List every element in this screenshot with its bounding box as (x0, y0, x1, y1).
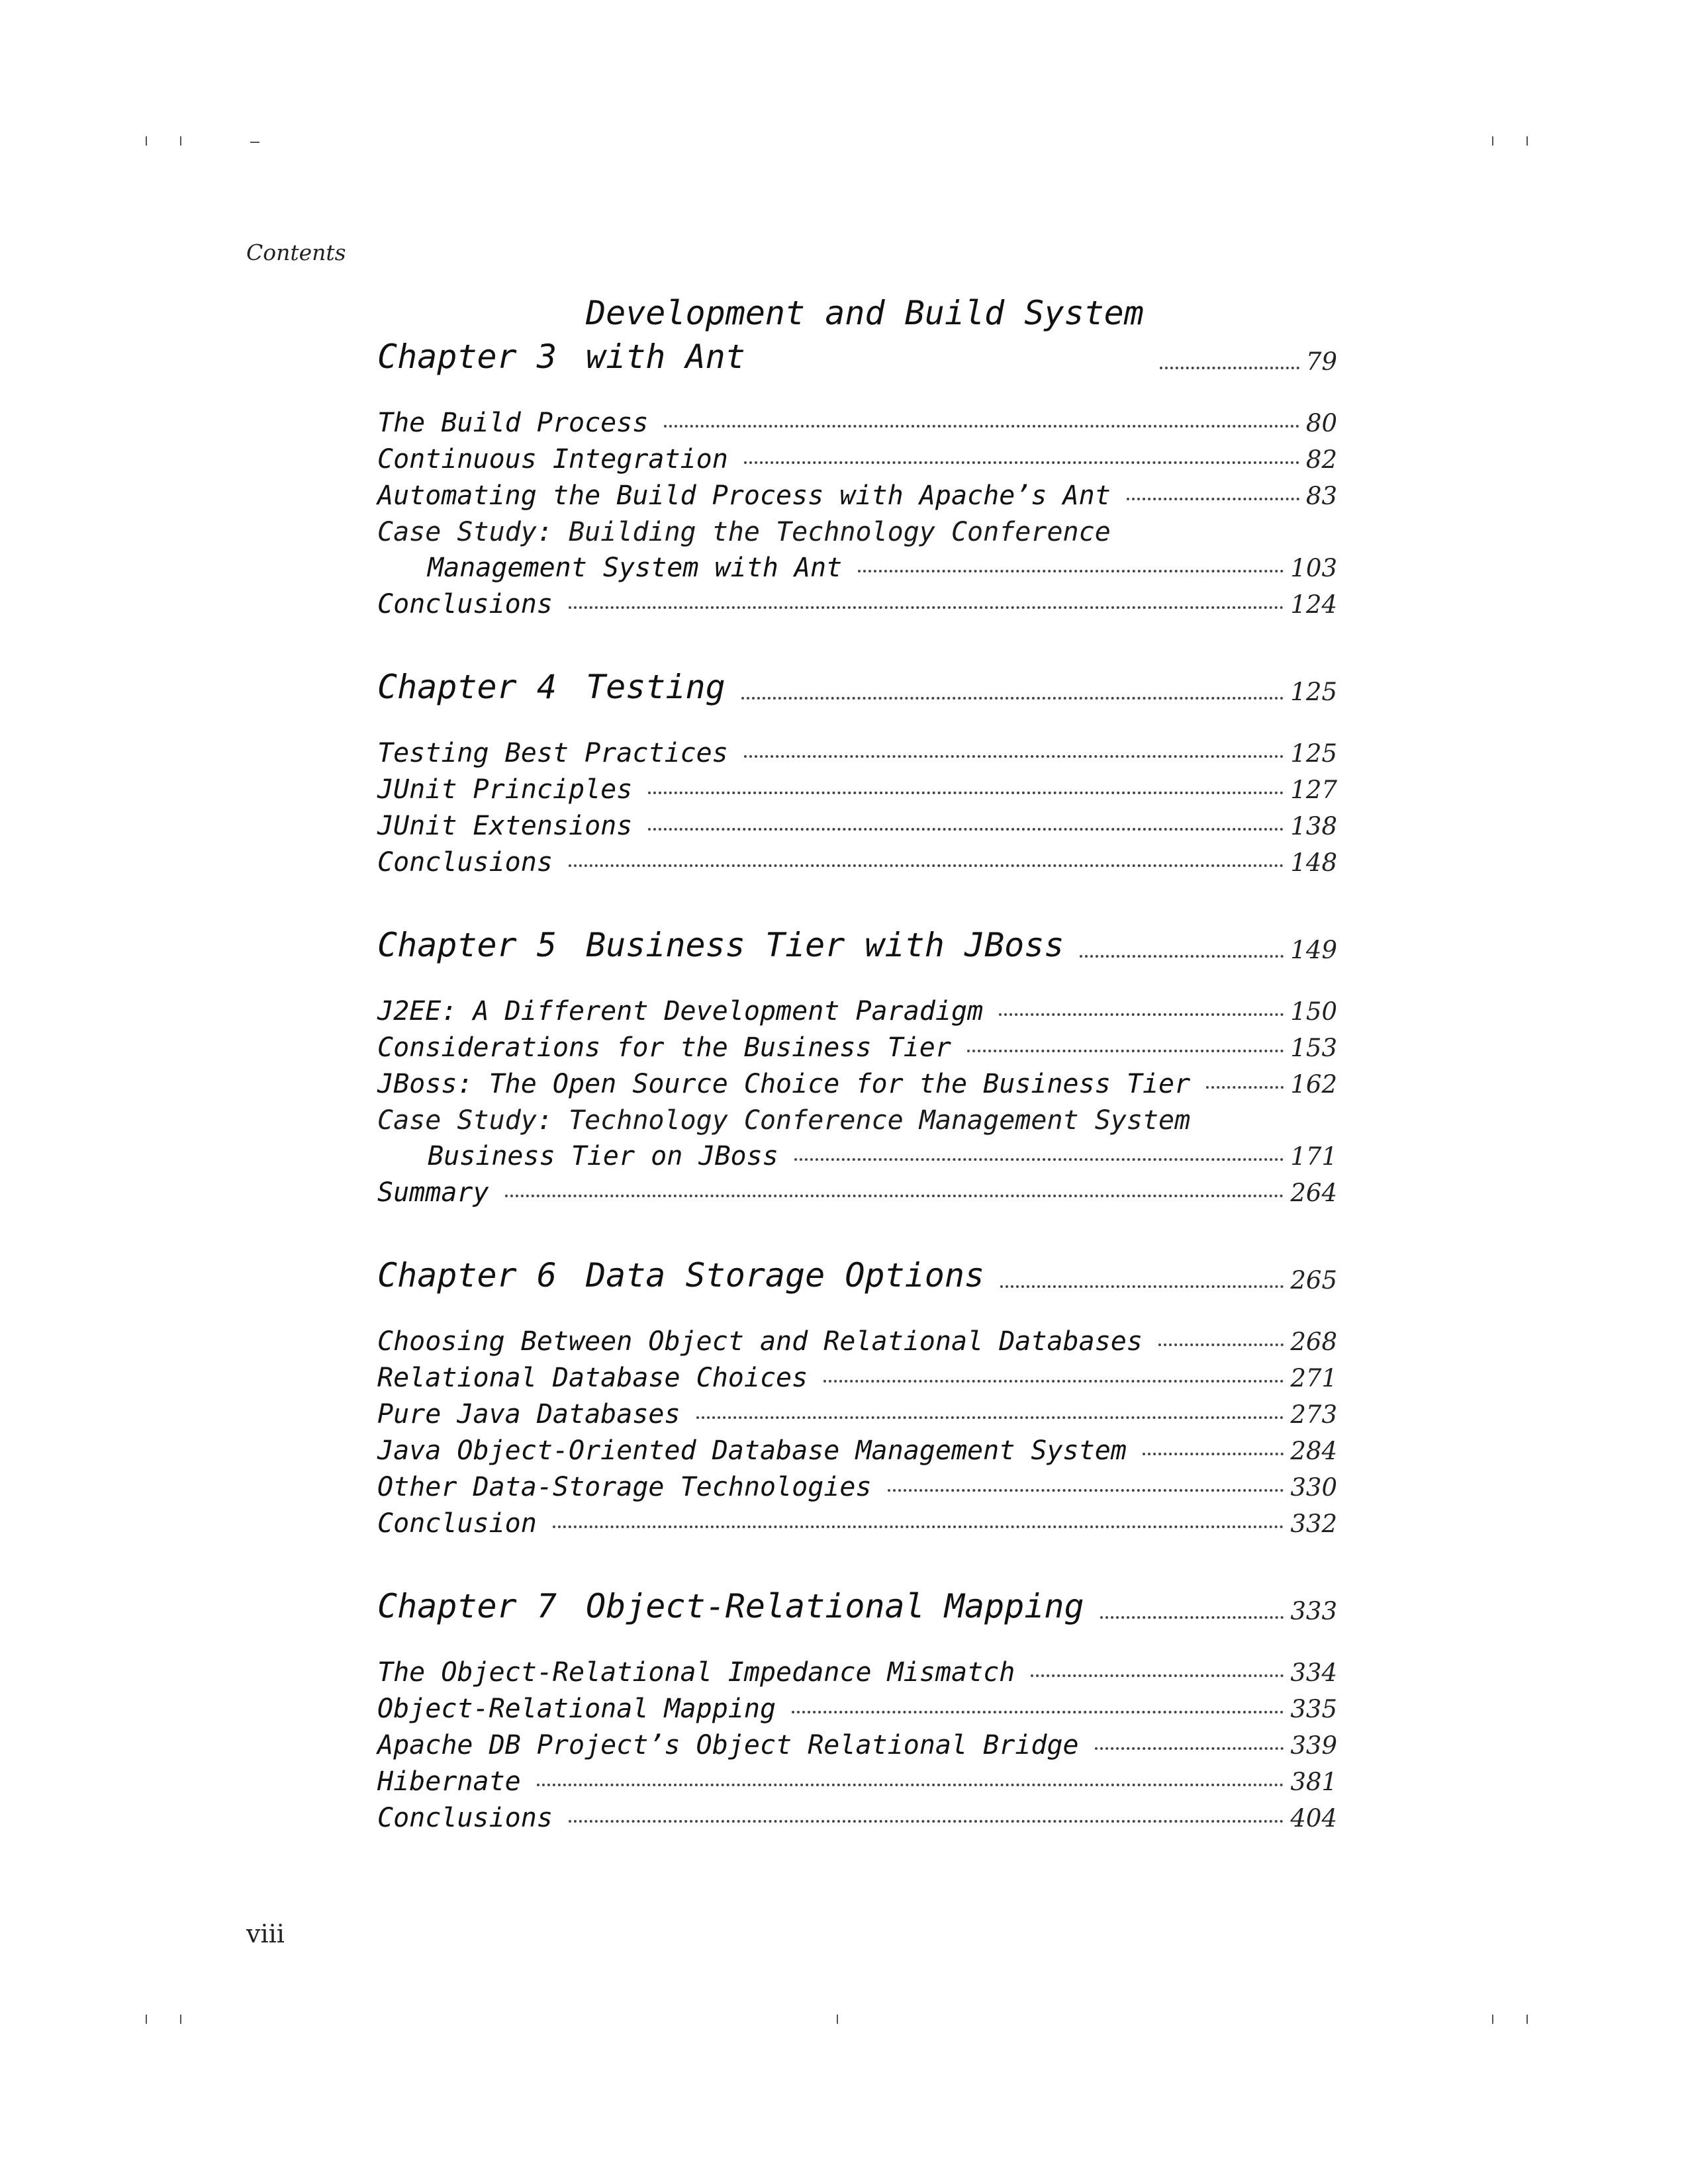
toc-entry-text: JUnit Extensions (377, 811, 633, 841)
toc-entry[interactable] (377, 1764, 1337, 1800)
toc-entry-text: Case Study: Technology Conference Management System (377, 1105, 1191, 1136)
toc-entry-page-number: 148 (1290, 848, 1337, 877)
toc-entry-text: Continuous Integration (377, 444, 728, 475)
toc-entry-page-number: 381 (1290, 1768, 1337, 1796)
dot-leader (858, 570, 1284, 572)
chapter-label: Chapter 5 (377, 926, 557, 964)
toc-entry-page-number: 138 (1290, 812, 1337, 841)
toc-entry-page-number: 330 (1290, 1473, 1337, 1502)
chapter-heading[interactable] (377, 1584, 1337, 1628)
chapter-section (377, 1584, 1337, 1837)
crop-mark (180, 2015, 181, 2024)
toc-entry-text: Management System with Ant (428, 553, 843, 583)
toc-entry-page-number: 268 (1290, 1328, 1337, 1356)
dot-leader (648, 828, 1284, 831)
dot-leader (1127, 498, 1299, 500)
crop-mark (1526, 136, 1528, 146)
toc-entry-page-number: 127 (1290, 776, 1337, 804)
toc-entry-page-number: 82 (1305, 445, 1337, 474)
chapter-page-number: 149 (1290, 936, 1337, 964)
toc-entry[interactable] (377, 586, 1337, 623)
toc-entry-page-number: 332 (1290, 1510, 1337, 1538)
dot-leader (569, 606, 1284, 609)
dot-leader (1158, 1343, 1284, 1346)
crop-mark (1526, 2015, 1528, 2024)
chapter-heading[interactable] (377, 291, 1337, 379)
chapter-label: Chapter 6 (377, 1256, 557, 1295)
chapter-title: Business Tier with JBoss (586, 926, 1064, 964)
dot-leader (648, 792, 1284, 794)
chapter-heading[interactable] (377, 923, 1337, 967)
crop-mark (1492, 136, 1493, 146)
toc-entry[interactable] (377, 808, 1337, 844)
dot-leader (569, 1820, 1284, 1823)
toc-entry-text: Object-Relational Mapping (377, 1694, 776, 1724)
toc-entry-page-number: 83 (1305, 482, 1337, 510)
toc-entry-page-number: 271 (1290, 1364, 1337, 1392)
toc-entry[interactable] (377, 441, 1337, 478)
dot-leader (1160, 367, 1299, 369)
crop-mark (146, 2015, 147, 2024)
toc-entry-text: Summary (377, 1177, 489, 1208)
toc-entry-text: Business Tier on JBoss (428, 1141, 778, 1171)
toc-entry[interactable] (377, 1175, 1337, 1211)
dot-leader (553, 1525, 1284, 1528)
dot-leader (1000, 1285, 1284, 1288)
chapter-heading[interactable] (377, 665, 1337, 709)
dot-leader (744, 461, 1299, 464)
toc-entry[interactable] (377, 1691, 1337, 1727)
dot-leader (1206, 1086, 1284, 1089)
toc-entry-text: Choosing Between Object and Relational Databases (377, 1326, 1143, 1357)
crop-mark (146, 136, 147, 146)
crop-mark (837, 2015, 838, 2024)
toc-entry[interactable] (377, 1727, 1337, 1764)
chapter-section (377, 665, 1337, 881)
toc-entry-text: Relational Database Choices (377, 1363, 808, 1393)
dot-leader (823, 1380, 1284, 1383)
toc-entry-text: Hibernate (377, 1766, 521, 1797)
dot-leader (505, 1195, 1284, 1197)
toc-entry-text: Case Study: Building the Technology Conference (377, 517, 1111, 547)
chapter-title: Development and Build System with Ant (586, 294, 1144, 376)
chapter-page-number: 125 (1290, 678, 1337, 706)
dot-leader (1143, 1453, 1284, 1455)
chapter-page-number: 265 (1290, 1266, 1337, 1295)
toc-entry[interactable] (377, 550, 1337, 586)
toc-entry-page-number: 264 (1290, 1179, 1337, 1207)
toc-entry[interactable] (377, 1324, 1337, 1360)
toc-entry-page-number: 284 (1290, 1437, 1337, 1465)
crop-mark (1492, 2015, 1493, 2024)
dot-leader (569, 864, 1284, 867)
dot-leader (741, 697, 1284, 700)
toc-entry-page-number: 273 (1290, 1400, 1337, 1429)
toc-entry-text: Conclusions (377, 589, 553, 619)
toc-entry-page-number: 171 (1290, 1142, 1337, 1171)
toc-entry-page-number: 335 (1290, 1695, 1337, 1723)
toc-entry-text: Apache DB Project’s Object Relational Bridge (377, 1730, 1079, 1760)
chapter-section (377, 291, 1337, 623)
chapter-heading[interactable] (377, 1253, 1337, 1297)
dot-leader (1080, 955, 1284, 958)
dot-leader (888, 1489, 1284, 1492)
toc-entry-page-number: 125 (1290, 739, 1337, 768)
toc-entry[interactable] (377, 1433, 1337, 1469)
toc-entry[interactable] (377, 478, 1337, 514)
toc-entry-page-number: 103 (1290, 554, 1337, 582)
toc-entry-text: Conclusions (377, 1803, 553, 1833)
toc-entry-page-number: 162 (1290, 1070, 1337, 1099)
toc-entry[interactable] (377, 405, 1337, 441)
chapter-section (377, 1253, 1337, 1542)
toc-entry[interactable] (377, 1655, 1337, 1691)
dot-leader (792, 1711, 1284, 1713)
toc-entry[interactable] (377, 1469, 1337, 1506)
toc-entry-text: Testing Best Practices (377, 738, 728, 768)
chapter-label: Chapter 4 (377, 668, 557, 706)
toc-entry-text: J2EE: A Different Development Paradigm (377, 996, 984, 1026)
chapter-title: Data Storage Options (586, 1256, 985, 1295)
toc-entry[interactable] (377, 1396, 1337, 1433)
running-head: Contents (246, 240, 346, 265)
toc-entry-text: Considerations for the Business Tier (377, 1032, 951, 1063)
dot-leader (1095, 1747, 1284, 1750)
dot-leader (999, 1013, 1284, 1016)
dot-leader (1100, 1616, 1284, 1619)
toc-entry[interactable] (377, 1360, 1337, 1396)
toc-entry[interactable] (377, 1138, 1337, 1175)
toc-entry-text: Conclusion (377, 1508, 537, 1539)
chapter-title: Testing (586, 668, 726, 706)
dot-leader (664, 425, 1299, 428)
dot-leader (967, 1050, 1284, 1052)
dot-leader (744, 755, 1284, 758)
dot-leader (537, 1784, 1284, 1786)
toc-entry-text: Automating the Build Process with Apache’s Ant (377, 480, 1111, 511)
toc-entry[interactable] (377, 1800, 1337, 1837)
toc-entry-text: JUnit Principles (377, 774, 633, 805)
chapter-label: Chapter 7 (377, 1587, 557, 1625)
page-number: viii (246, 1919, 285, 1948)
chapter-page-number: 333 (1290, 1597, 1337, 1625)
toc-entry-page-number: 334 (1290, 1659, 1337, 1687)
toc-entry[interactable] (377, 772, 1337, 808)
toc-entry-text: Pure Java Databases (377, 1399, 680, 1430)
table-of-contents (377, 291, 1337, 1879)
dot-leader (1031, 1674, 1284, 1677)
toc-entry-page-number: 339 (1290, 1731, 1337, 1760)
toc-entry-page-number: 404 (1290, 1804, 1337, 1833)
dot-leader (794, 1158, 1284, 1161)
toc-entry-text: Other Data-Storage Technologies (377, 1472, 872, 1502)
chapter-title: Object-Relational Mapping (586, 1587, 1084, 1625)
toc-entry-page-number: 124 (1290, 590, 1337, 619)
toc-entry-page-number: 153 (1290, 1034, 1337, 1062)
toc-entry-text: Java Object-Oriented Database Management System (377, 1435, 1127, 1466)
crop-mark (250, 142, 259, 143)
toc-entry-text: The Build Process (377, 408, 649, 438)
toc-entry[interactable] (377, 1506, 1337, 1542)
crop-mark (180, 136, 181, 146)
toc-entry-text: JBoss: The Open Source Choice for the Business Tier (377, 1069, 1191, 1099)
toc-entry[interactable] (377, 1066, 1337, 1103)
toc-entry[interactable] (377, 844, 1337, 881)
chapter-section (377, 923, 1337, 1211)
toc-entry-page-number: 150 (1290, 997, 1337, 1026)
toc-entry[interactable] (377, 1030, 1337, 1066)
toc-entry-page-number: 80 (1305, 409, 1337, 437)
dot-leader (696, 1416, 1284, 1419)
toc-entry-text: Conclusions (377, 847, 553, 878)
toc-entry[interactable] (377, 735, 1337, 772)
chapter-label: Chapter 3 (377, 338, 557, 376)
toc-entry[interactable] (377, 993, 1337, 1030)
toc-entry-text: The Object-Relational Impedance Mismatch (377, 1657, 1015, 1688)
chapter-page-number: 79 (1305, 347, 1337, 376)
